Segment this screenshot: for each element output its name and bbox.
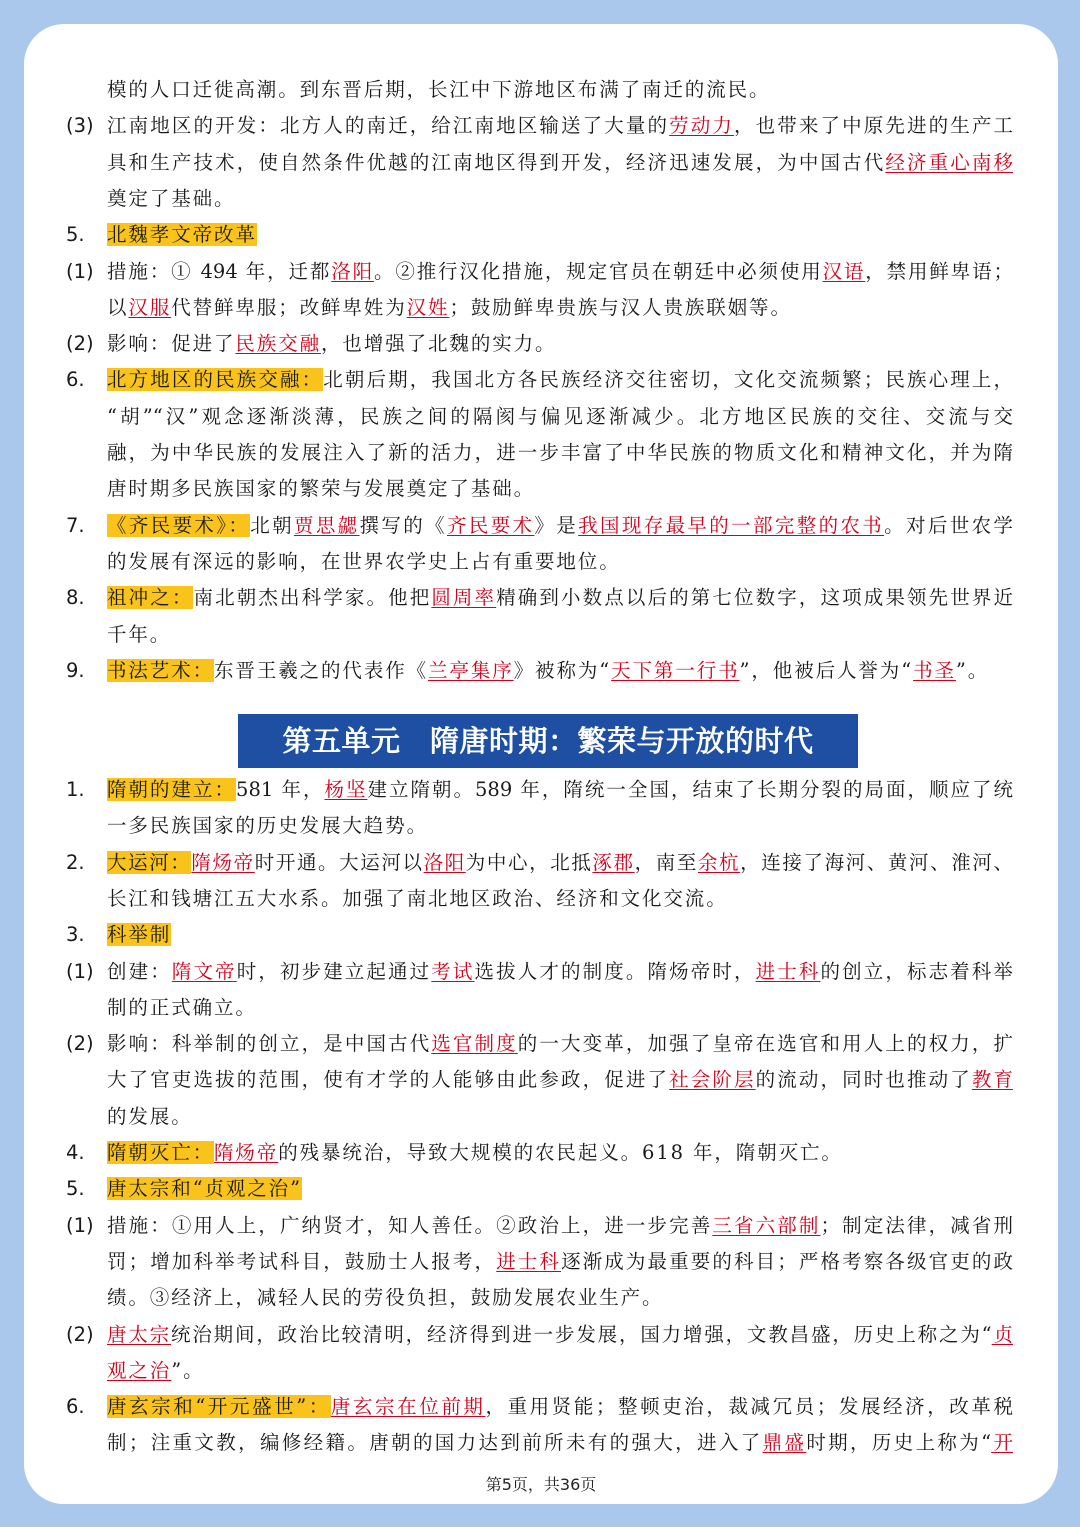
highlighted-heading: 科举制: [107, 923, 172, 947]
text-line: [107, 1208, 1013, 1244]
item-number: (2): [66, 1032, 94, 1056]
body-text: 精确到小数点以后的第七位数字，这项成果领先世界近: [496, 586, 1013, 610]
item-number: 3.: [66, 923, 85, 947]
body-text: 影响：科举制的创立，是中国古代: [107, 1032, 432, 1056]
key-term: 观之治: [107, 1358, 172, 1382]
text-line: [107, 1317, 1013, 1353]
body-text: 为中心，北抵: [465, 850, 593, 874]
body-text: 江南地区的开发：北方人的南迁，给江南地区输送了大量的: [107, 114, 670, 138]
body-text: 的发展。: [107, 1104, 193, 1128]
text-line: [107, 254, 1013, 290]
text-line: [107, 399, 1013, 435]
highlighted-heading: 北魏孝文帝改革: [107, 223, 257, 247]
text-line: [107, 362, 1013, 398]
body-text: “胡”“汉”观念逐渐淡薄，民族之间的隔阂与偏见逐渐减少。北方地区民族的交往、交流与交: [107, 404, 1013, 428]
key-term: 唐玄宗在位前期: [330, 1395, 486, 1419]
body-text: 长江和钱塘江五大水系。加强了南北地区政治、经济和文化交流。: [107, 886, 728, 910]
key-term: 天下第一行书: [611, 658, 740, 682]
highlighted-heading: 大运河：: [107, 850, 192, 874]
body-text: ，也增强了北魏的实力。: [321, 332, 557, 356]
item-number: 8.: [66, 586, 85, 610]
highlighted-heading: 祖冲之：: [107, 586, 194, 610]
text-line: [107, 290, 1013, 326]
key-term: 洛阳: [423, 850, 466, 874]
key-term: 兰亭集序: [428, 658, 514, 682]
text-line: [107, 145, 1013, 181]
body-text: 》被称为“: [513, 658, 612, 682]
text-line: [107, 72, 1013, 108]
highlighted-heading: 隋朝的建立：: [107, 778, 237, 801]
item-number: 4.: [66, 1141, 85, 1164]
text-line: [107, 1425, 1013, 1461]
text-line: [107, 326, 1013, 362]
highlighted-heading: 《齐民要术》：: [107, 513, 251, 537]
body-text: 东晋王羲之的代表作《: [214, 658, 429, 682]
body-text: 的一大变革，加强了皇帝在选官和用人上的权力，扩: [517, 1032, 1013, 1056]
text-line: [107, 1353, 1013, 1389]
item-number: (1): [66, 259, 94, 283]
body-text: 措施：① 494 年，迁都: [107, 259, 332, 283]
body-text: 创建：: [107, 959, 172, 983]
body-text: 绩。③经济上，减轻人民的劳役负担，鼓励发展农业生产。: [107, 1286, 664, 1310]
body-text: 的创立，标志着科举: [820, 959, 1013, 983]
key-term: 余杭: [697, 850, 741, 874]
key-term: 开: [991, 1431, 1013, 1455]
key-term: 唐太宗: [107, 1322, 171, 1346]
item-number: 2.: [66, 850, 85, 874]
body-text: ”。: [955, 658, 990, 682]
body-text: 模的人口迁徙高潮。到东晋后期，长江中下游地区布满了南迁的流民。: [107, 78, 771, 101]
key-term: 选官制度: [431, 1032, 518, 1056]
body-text: 具和生产技术，使自然条件优越的江南地区得到开发，经济迅速发展，为中国古代: [107, 150, 886, 174]
key-term: 杨坚: [324, 778, 368, 801]
body-text: 581 年，: [236, 778, 325, 801]
page-sheet: [24, 24, 1058, 1504]
body-text: 以: [107, 295, 129, 319]
body-text: 制的正式确立。: [107, 995, 257, 1019]
body-text: 的残暴统治，导致大规模的农民起义。618 年，隋朝灭亡。: [278, 1141, 843, 1164]
text-line: [107, 917, 1013, 953]
key-term: 汉服: [128, 295, 172, 319]
key-term: 隋文帝: [171, 959, 237, 983]
key-term: 圆周率: [431, 586, 497, 610]
text-line: [107, 808, 1013, 844]
text-line: [107, 435, 1013, 471]
body-text: ，重用贤能；整顿吏治，裁减冗员；发展经济，改革税: [485, 1395, 1013, 1419]
text-line: [107, 580, 1013, 616]
body-text: 逐渐成为最重要的科目；严格考察各级官吏的政: [561, 1249, 1013, 1273]
body-text: ，也带来了中原先进的生产工: [734, 114, 1013, 138]
text-line: [107, 653, 1013, 689]
page-footer: 第5页，共36页: [485, 1475, 597, 1494]
key-term: 隋炀帝: [191, 850, 255, 874]
text-line: [107, 217, 1013, 253]
key-term: 齐民要术: [446, 513, 535, 537]
item-number: (3): [66, 114, 94, 138]
highlighted-heading: 唐太宗和“贞观之治”: [107, 1177, 302, 1201]
key-term: 洛阳: [331, 259, 374, 283]
highlighted-heading: 书法艺术：: [107, 658, 215, 682]
text-line: [107, 181, 1013, 217]
item-number: 6.: [66, 368, 85, 392]
key-term: 教育: [971, 1068, 1013, 1092]
item-number: 5.: [66, 1177, 85, 1201]
body-text: 南北朝杰出科学家。他把: [193, 586, 432, 610]
highlighted-heading: 隋朝灭亡：: [107, 1141, 215, 1164]
item-number: (1): [66, 1213, 94, 1237]
text-line: [107, 1099, 1013, 1135]
body-text: 唐时期多民族国家的繁荣与发展奠定了基础。: [107, 477, 536, 501]
key-term: 社会阶层: [669, 1068, 756, 1092]
body-text: 代替鲜卑服；改鲜卑姓为: [171, 295, 407, 319]
key-term: 进士科: [496, 1249, 562, 1273]
body-text: 奠定了基础。: [107, 186, 236, 210]
item-number: (2): [66, 332, 94, 356]
text-line: [107, 1280, 1013, 1316]
key-term: 劳动力: [669, 114, 735, 138]
body-text: ，禁用鲜卑语；: [865, 259, 1013, 283]
text-line: [107, 1171, 1013, 1207]
key-term: 贞: [991, 1322, 1013, 1346]
text-line: [107, 845, 1013, 881]
text-line: [107, 1389, 1013, 1425]
highlighted-heading: 北方地区的民族交融：: [107, 368, 324, 392]
text-line: [107, 1026, 1013, 1062]
item-number: 7.: [66, 513, 85, 537]
key-term: 进士科: [755, 959, 821, 983]
body-text: ”。: [171, 1358, 205, 1382]
item-number: 1.: [66, 778, 85, 801]
key-term: 贾思勰: [293, 513, 360, 537]
body-text: ；制定法律，减省刑: [820, 1213, 1013, 1237]
body-text: 融，为中华民族的发展注入了新的活力，进一步丰富了中华民族的物质文化和精神文化，并为隋: [107, 441, 1013, 464]
item-number: (2): [66, 1322, 94, 1346]
body-text: ，南至: [634, 850, 698, 874]
body-text: ，连接了海河、黄河、淮河、: [740, 850, 1013, 874]
body-text: 时期，历史上称为“: [806, 1431, 992, 1455]
body-text: 统治期间，政治比较清明，经济得到进一步发展，国力增强，文教昌盛，历史上称之为“: [171, 1322, 992, 1346]
body-text: 北朝: [250, 513, 294, 537]
text-line: [107, 108, 1013, 144]
body-text: 千年。: [107, 622, 172, 646]
key-term: 民族交融: [235, 332, 322, 356]
body-text: 北朝后期，我国北方各民族经济交往密切，文化交流频繁；民族心理上，: [323, 368, 1013, 392]
body-text: 时开通。大运河以: [254, 850, 424, 874]
text-line: [107, 508, 1013, 544]
body-text: 选拔人才的制度。隋炀帝时，: [474, 959, 756, 983]
body-text: 。对后世农学: [884, 513, 1013, 537]
key-term: 鼎盛: [762, 1431, 807, 1455]
key-term: 隋炀帝: [214, 1141, 279, 1164]
body-text: 的流动，同时也推动了: [755, 1068, 972, 1092]
text-line: [107, 1135, 1013, 1171]
item-number: (1): [66, 959, 94, 983]
body-text: 大了官吏选拔的范围，使有才学的人能够由此参政，促进了: [107, 1068, 670, 1092]
body-text: 措施：①用人上，广纳贤才，知人善任。②政治上，进一步完善: [107, 1213, 713, 1237]
item-number: 5.: [66, 223, 85, 247]
body-text: 时，初步建立起通过: [236, 959, 432, 983]
key-term: 三省六部制: [712, 1213, 821, 1237]
item-number: 6.: [66, 1395, 85, 1419]
body-text: 影响：促进了: [107, 332, 236, 356]
key-term: 汉姓: [406, 295, 450, 319]
body-text: 制；注重文教，编修经籍。唐朝的国力达到前所未有的强大，进入了: [107, 1431, 763, 1455]
text-line: [107, 954, 1013, 990]
body-text: 》是: [534, 513, 579, 537]
body-text: ；鼓励鲜卑贵族与汉人贵族联姻等。: [449, 295, 792, 319]
body-text: ”，他被后人誉为“: [739, 658, 914, 682]
body-text: 建立隋朝。589 年，隋统一全国，结束了长期分裂的局面，顺应了统: [367, 778, 1013, 801]
key-term: 涿郡: [592, 850, 635, 874]
key-term: 书圣: [913, 658, 956, 682]
body-text: 的发展有深远的影响，在世界农学史上占有重要地位。: [107, 549, 621, 573]
key-term: 汉语: [822, 259, 866, 283]
item-number: 9.: [66, 658, 85, 682]
text-line: [107, 544, 1013, 580]
body-text: 。②推行汉化措施，规定官员在朝廷中必须使用: [373, 259, 823, 283]
text-line: [107, 471, 1013, 507]
text-line: [107, 881, 1013, 917]
text-line: [107, 617, 1013, 653]
text-line: [107, 990, 1013, 1026]
key-term: 经济重心南移: [885, 150, 1013, 174]
body-text: 一多民族国家的历史发展大趋势。: [107, 814, 429, 838]
body-text: 撰写的《: [359, 513, 447, 537]
text-line: [107, 772, 1013, 808]
text-line: [107, 1062, 1013, 1098]
key-term: 我国现存最早的一部完整的农书: [578, 513, 885, 537]
highlighted-heading: 唐玄宗和“开元盛世”：: [107, 1395, 331, 1419]
key-term: 考试: [431, 959, 475, 983]
section-title-banner: 第五单元 隋唐时期：繁荣与开放的时代: [238, 714, 858, 768]
text-line: [107, 1244, 1013, 1280]
body-text: 罚；增加科举考试科目，鼓励士人报考，: [107, 1249, 497, 1273]
